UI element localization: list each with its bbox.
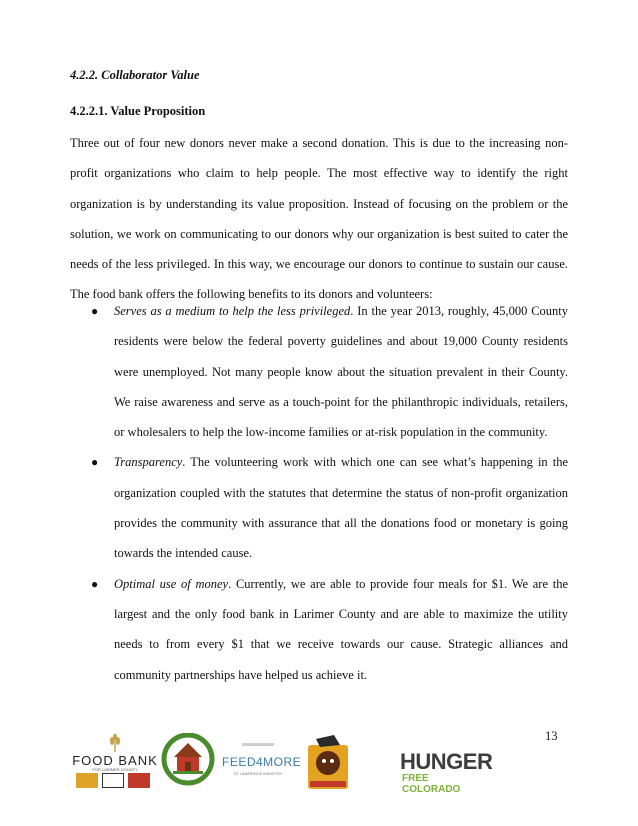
benefit-body: . Currently, we are able to provide four meals for $1. We are the largest and the only food bank in Larimer County and are able to maximize the utility needs to from every $1 that we receive towards our cause. Strategic alliances and community partnerships have helped us achieve it. (114, 576, 568, 682)
community-garden-logo (157, 733, 219, 797)
benefit-title: Transparency (114, 455, 183, 470)
benefit-item (70, 296, 568, 447)
intro-paragraph: Three out of four new donors never make a second donation. This is due to the increasing non-profit organizations who claim to help people. The most effective way to identify the right organization is by understanding its value proposition. Instead of focusing on the problem or the solution, we work on communicating to our donors why our organization is best suited to cater the needs of the less privileged. In this way, we encourage our donors to continue to sustain our cause. The food bank offers the following benefits to its donors and volunteers: (70, 136, 568, 302)
mascot-badge-icon (304, 733, 352, 795)
bullet-icon: ● (91, 455, 99, 470)
feed4more-logo-text: FEED4MORE (222, 755, 302, 769)
sponsor-badge (128, 773, 150, 788)
section-heading: 4.2.2. Collaborator Value (70, 68, 200, 82)
feed4more-logo-subtext: ST LAWRENCE MINISTRY (233, 771, 283, 776)
subsection-heading: 4.2.2.1. Value Proposition (70, 104, 206, 118)
benefits-list (70, 296, 568, 690)
benefit-body: . In the year 2013, roughly, 45,000 County residents were below the federal poverty guidelines and about 19,000 County residents were unemployed. Not many people know about the situation prevalent in their County. We raise awareness and serve as a touch-point for the philanthropic individuals, retailers, or wholesalers to help the low-income families or at-risk population in the community. (114, 304, 568, 440)
benefit-title: Serves as a medium to help the less privileged (114, 304, 351, 318)
hunger-free-logo-subtitle: FREE COLORADO (402, 773, 461, 795)
house-circle-icon (157, 733, 219, 789)
bullet-icon: ● (91, 576, 99, 591)
benefit-item (70, 569, 568, 690)
benefit-title: Optimal use of money (114, 576, 229, 591)
bullet-icon: ● (91, 304, 99, 318)
sponsor-badge (76, 773, 98, 788)
food-bank-logo-subtext: FOR LARIMER COUNTY (92, 767, 138, 772)
mascot-badge-logo (304, 733, 352, 797)
feed4more-logo (222, 733, 302, 797)
benefit-item (70, 447, 568, 568)
benefit-body: . The volunteering work with which one can see what’s happening in the organization coupled with the statutes that determine the status of non-profit organization provides the community with assurance that all the donations food or monetary is going towards the intended cause. (114, 455, 568, 561)
page-number: 13 (545, 729, 558, 743)
food-bank-logo-text: FOOD BANK (72, 753, 158, 768)
sponsor-badge (102, 773, 124, 788)
partner-logos-footer (0, 733, 638, 826)
feed4more-tagline-icon (222, 737, 294, 757)
wheat-icon (72, 733, 158, 753)
hunger-free-colorado-logo (400, 733, 493, 797)
food-bank-logo (72, 733, 158, 797)
hunger-free-logo-title: HUNGER (400, 749, 493, 774)
